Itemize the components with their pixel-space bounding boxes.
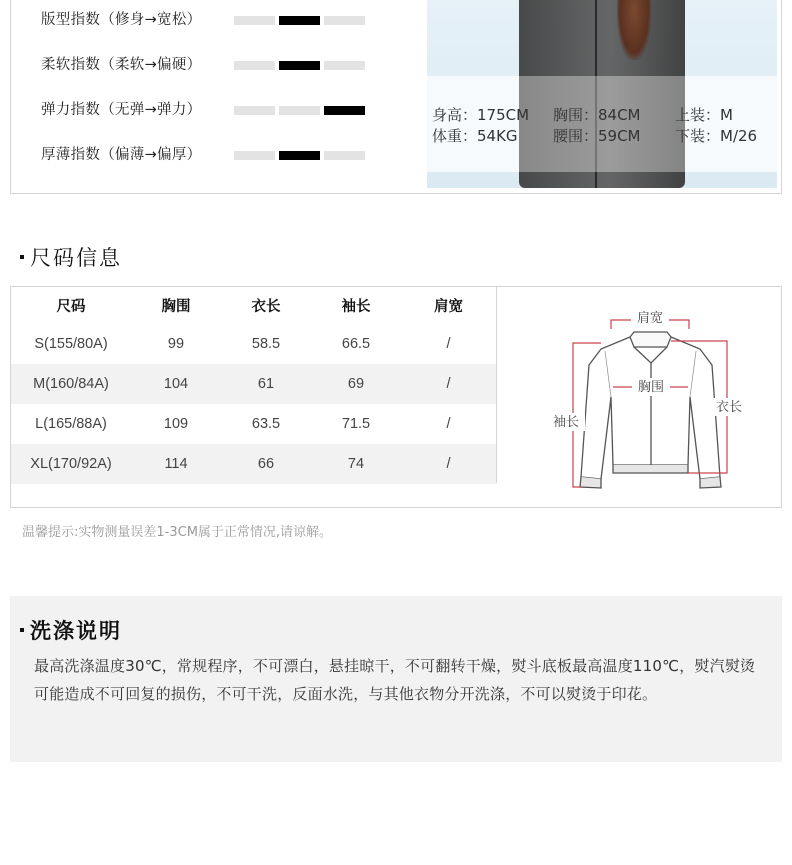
header-size: 尺码 — [11, 287, 131, 324]
header-length: 衣长 — [221, 287, 311, 324]
table-cell: 63.5 — [221, 404, 311, 444]
index-bar-segment — [234, 151, 275, 160]
model-photo — [427, 0, 777, 188]
wash-panel — [10, 596, 782, 762]
table-cell: / — [401, 404, 496, 444]
title-bullet-icon — [20, 628, 24, 632]
table-cell: 99 — [131, 324, 221, 364]
table-divider — [496, 287, 497, 483]
index-bar-segment — [234, 16, 275, 25]
index-bar-active — [324, 106, 365, 115]
wash-instructions: 最高洗涤温度30℃，常规程序，不可漂白，悬挂晾干，不可翻转干燥，熨斗底板最高温度110℃，熨汽熨烫可能造成不可回复的损伤，不可干洗，反面水洗，与其他衣物分开洗涤，不可以熨烫于印花。 — [34, 657, 756, 703]
header-sleeve: 袖长 — [311, 287, 401, 324]
table-cell: 66.5 — [311, 324, 401, 364]
model-top-size: 上装：M — [675, 106, 733, 124]
softness-index-row — [41, 51, 421, 75]
model-height: 身高：175CM — [432, 106, 530, 124]
size-table-header — [11, 287, 496, 324]
thickness-index-bars — [234, 151, 374, 160]
index-bar-segment — [279, 106, 320, 115]
model-bust: 胸围：84CM — [553, 106, 641, 124]
model-weight: 体重：54KG — [432, 127, 518, 145]
softness-index-label: 柔软指数（柔软→偏硬） — [41, 57, 202, 73]
header-shoulder: 肩宽 — [401, 287, 496, 324]
table-cell: / — [401, 324, 496, 364]
table-cell: / — [401, 444, 496, 484]
table-cell: 58.5 — [221, 324, 311, 364]
wash-section-title — [20, 615, 122, 645]
table-cell: L(165/88A) — [11, 404, 131, 444]
wash-section-title-text: 洗涤说明 — [30, 619, 122, 643]
elasticity-index-row — [41, 96, 421, 120]
table-row — [11, 364, 496, 404]
table-cell: 114 — [131, 444, 221, 484]
model-waist: 腰围：59CM — [553, 127, 641, 145]
chest-label: 胸围 — [637, 380, 665, 395]
index-bar-segment — [324, 61, 365, 70]
table-cell: 71.5 — [311, 404, 401, 444]
thickness-index-label: 厚薄指数（偏薄→偏厚） — [41, 147, 202, 163]
softness-index-bars — [234, 61, 374, 70]
sleeve-label: 袖长 — [552, 415, 580, 430]
table-cell: 69 — [311, 364, 401, 404]
elasticity-index-bars — [234, 106, 374, 115]
size-section-title — [20, 242, 122, 272]
fit-index-panel — [10, 0, 782, 194]
table-cell: 104 — [131, 364, 221, 404]
table-cell: XL(170/92A) — [11, 444, 131, 484]
index-bar-segment — [324, 16, 365, 25]
header-chest: 胸围 — [131, 287, 221, 324]
size-table — [11, 287, 496, 484]
table-cell: 66 — [221, 444, 311, 484]
fit-index-bars — [234, 16, 374, 25]
table-row — [11, 324, 496, 364]
size-section-title-text: 尺码信息 — [30, 246, 122, 270]
table-cell: 61 — [221, 364, 311, 404]
shoulder-label: 肩宽 — [636, 311, 664, 326]
model-hair — [617, 0, 651, 60]
table-cell: M(160/84A) — [11, 364, 131, 404]
table-row — [11, 444, 496, 484]
index-bar-active — [279, 16, 320, 25]
fit-index-row — [41, 6, 421, 30]
table-cell: S(155/80A) — [11, 324, 131, 364]
index-bar-active — [279, 61, 320, 70]
index-bar-active — [279, 151, 320, 160]
index-bar-segment — [324, 151, 365, 160]
fit-index-label: 版型指数（修身→宽松） — [41, 12, 202, 28]
size-panel — [10, 286, 782, 508]
jacket-outline-icon — [580, 332, 721, 488]
thickness-index-row — [41, 141, 421, 165]
index-bar-segment — [234, 61, 275, 70]
elasticity-index-label: 弹力指数（无弹→弹力） — [41, 102, 202, 118]
title-bullet-icon — [20, 255, 24, 259]
table-cell: 74 — [311, 444, 401, 484]
table-row — [11, 404, 496, 444]
jacket-measurement-diagram — [517, 287, 781, 507]
index-bar-segment — [234, 106, 275, 115]
length-label: 衣长 — [715, 400, 743, 415]
table-cell: 109 — [131, 404, 221, 444]
table-cell: / — [401, 364, 496, 404]
model-bottom-size: 下装：M/26 — [675, 127, 758, 145]
measurement-tip: 温馨提示:实物测量误差1-3CM属于正常情况,请谅解。 — [22, 525, 333, 540]
